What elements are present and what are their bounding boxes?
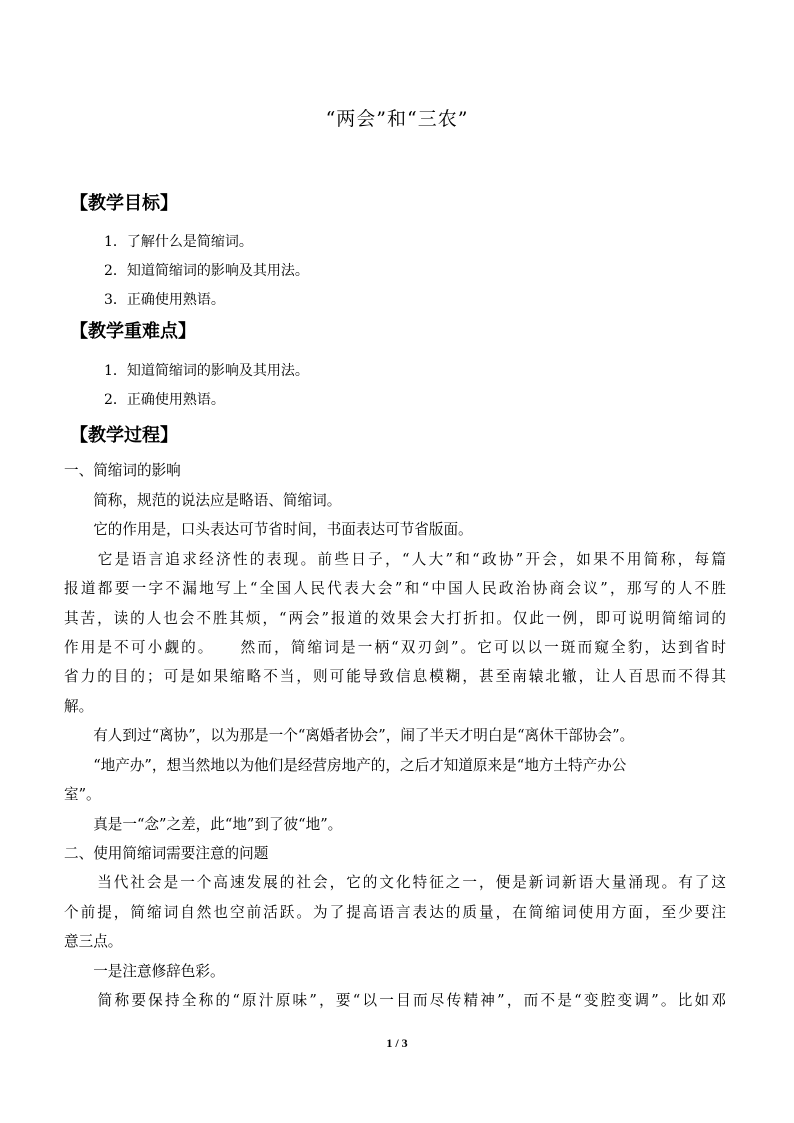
paragraph-line: 有人到过“离协”，以为那是一个“离婚者协会”，闹了半天才明白是“离休干部协会”。 [64, 727, 635, 744]
paragraph-line: 当代社会是一个高速发展的社会，它的文化特征之一，便是新词新语大量涌现。有了这 [64, 874, 726, 891]
section-heading-2: 二、使用简缩词需要注意的问题 [64, 845, 269, 862]
key-point-item-2: 2．正确使用熟语。 [104, 392, 225, 408]
paragraph-line: 省力的目的；可是如果缩略不当，则可能导致信息模糊，甚至南辕北辙，让人百思而不得其 [64, 668, 726, 685]
goal-item-2: 2．知道简缩词的影响及其用法。 [104, 263, 309, 279]
process-heading: 【教学过程】 [70, 425, 178, 446]
paragraph-line: 解。 [64, 698, 94, 715]
goal-item-1: 1．了解什么是简缩词。 [104, 234, 253, 250]
document-title: “两会”和“三农” [325, 108, 469, 130]
section-heading-1: 一、简缩词的影响 [64, 462, 181, 479]
key-points-heading: 【教学重难点】 [70, 321, 196, 342]
paragraph-line: 个前提，简缩词自然也空前活跃。为了提高语言表达的质量，在简缩词使用方面，至少要注 [64, 904, 726, 921]
key-point-item-1: 1．知道简缩词的影响及其用法。 [104, 363, 309, 379]
paragraph-line: 意三点。 [64, 933, 123, 950]
paragraph-line: 它的作用是，口头表达可节省时间，书面表达可节省版面。 [64, 521, 473, 538]
goal-item-3: 3．正确使用熟语。 [104, 292, 225, 308]
paragraph-line: 一是注意修辞色彩。 [64, 963, 225, 980]
goals-heading: 【教学目标】 [70, 193, 178, 214]
paragraph-line: 它是语言追求经济性的表现。前些日子，“人大”和“政协”开会，如果不用简称，每篇 [64, 551, 726, 568]
paragraph-line: 报道都要一字不漏地写上“全国人民代表大会”和“中国人民政治协商会议”，那写的人不胜 [64, 580, 726, 597]
paragraph-line: 简称要保持全称的“原汁原味”，要“以一目而尽传精神”，而不是“变腔变调”。比如邓 [64, 992, 726, 1009]
paragraph-line: “地产办”，想当然地以为他们是经营房地产的，之后才知道原来是“地方土特产办公 [64, 757, 627, 774]
paragraph-line: 室”。 [64, 786, 101, 803]
paragraph-line: 其苦，读的人也会不胜其烦，“两会”报道的效果会大打折扣。仅此一例，即可说明简缩词的 [64, 610, 726, 627]
page-number: 1 / 3 [386, 1036, 408, 1050]
paragraph-line: 作用是不可小觑的。 然而，简缩词是一柄“双刃剑”。它可以以一斑而窥全豹，达到省时 [64, 639, 726, 656]
paragraph-line: 真是一“念”之差，此“地”到了彼“地”。 [64, 816, 343, 833]
paragraph-line: 简称，规范的说法应是略语、简缩词。 [64, 492, 342, 509]
